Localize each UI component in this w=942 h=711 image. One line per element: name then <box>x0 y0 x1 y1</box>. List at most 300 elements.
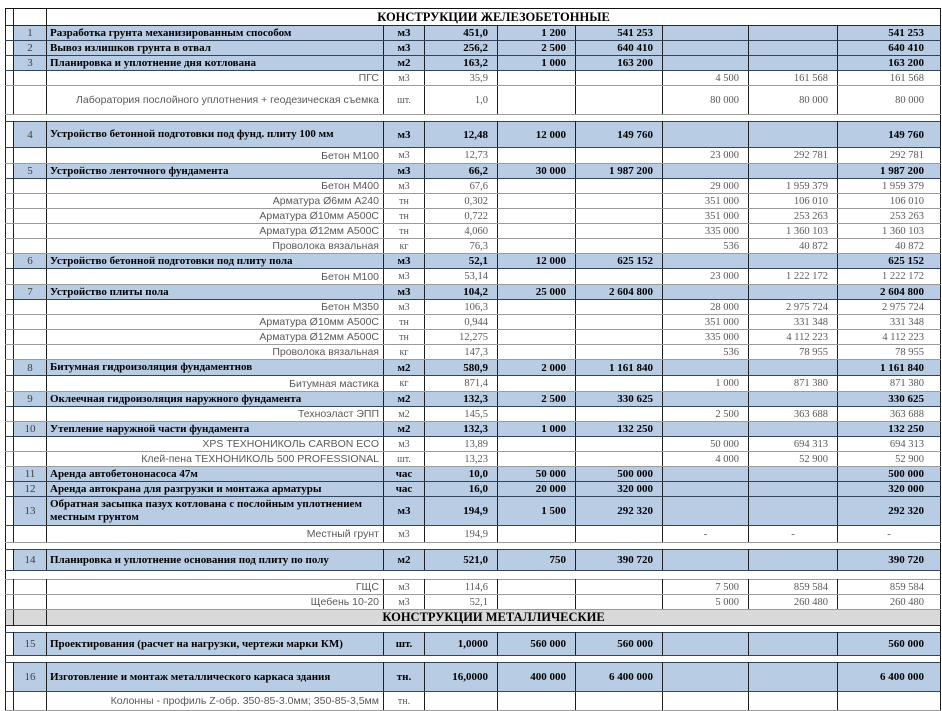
unit-price-cell: 400 000 <box>498 663 576 692</box>
description-cell: Проектирования (расчет на нагрузки, чертежи марки КМ) <box>47 633 384 656</box>
quantity-cell: 132,3 <box>425 422 498 437</box>
material-sum-cell <box>749 692 838 711</box>
unit-cell: шт. <box>384 633 425 656</box>
table-row <box>6 360 941 376</box>
unit-cell: м3 <box>384 122 425 148</box>
quantity-cell: 451,0 <box>425 26 498 41</box>
material-price-cell: 80 000 <box>663 86 749 115</box>
unit-cell: м3 <box>384 41 425 56</box>
row-number-cell <box>14 224 47 239</box>
table-row <box>6 26 941 41</box>
spacer-cell <box>6 9 14 26</box>
quantity-cell: 53,14 <box>425 269 498 285</box>
material-sum-cell <box>749 482 838 497</box>
table-row <box>6 209 941 224</box>
unit-cell: м2 <box>384 392 425 407</box>
table-row <box>6 692 941 711</box>
section-header-row <box>6 610 941 626</box>
table-row <box>6 497 941 526</box>
total-cell: 640 410 <box>838 41 941 56</box>
material-sum-cell <box>749 254 838 269</box>
total-cell: 161 568 <box>838 71 941 86</box>
unit-cell: тн <box>384 315 425 330</box>
unit-cell: тн <box>384 330 425 345</box>
row-number-cell <box>14 179 47 194</box>
total-cell: 363 688 <box>838 407 941 422</box>
unit-price-cell: 1 200 <box>498 26 576 41</box>
unit-price-cell <box>498 269 576 285</box>
table-row <box>6 452 941 467</box>
unit-price-cell: 12 000 <box>498 122 576 148</box>
material-sum-cell <box>749 360 838 376</box>
material-sum-cell <box>749 26 838 41</box>
spacer-cell <box>6 663 14 692</box>
sum-cell <box>576 407 663 422</box>
sum-cell: 1 161 840 <box>576 360 663 376</box>
total-cell: 320 000 <box>838 482 941 497</box>
material-sum-cell <box>749 633 838 656</box>
row-number-cell: 11 <box>14 467 47 482</box>
sum-cell: 1 987 200 <box>576 164 663 179</box>
total-cell: 1 161 840 <box>838 360 941 376</box>
description-cell: Арматура Ø10мм А500С <box>47 209 384 224</box>
unit-price-cell: 2 500 <box>498 392 576 407</box>
unit-price-cell: 2 500 <box>498 41 576 56</box>
unit-price-cell <box>498 148 576 164</box>
sum-cell <box>576 330 663 345</box>
row-number-cell <box>14 345 47 360</box>
sum-cell: 330 625 <box>576 392 663 407</box>
material-price-cell: 536 <box>663 345 749 360</box>
sum-cell: 149 760 <box>576 122 663 148</box>
row-number-cell <box>14 330 47 345</box>
quantity-cell: 871,4 <box>425 376 498 392</box>
quantity-cell: 256,2 <box>425 41 498 56</box>
description-cell: Бетон М400 <box>47 179 384 194</box>
spacer-cell <box>6 656 941 663</box>
unit-price-cell <box>498 692 576 711</box>
quantity-cell: 66,2 <box>425 164 498 179</box>
total-cell: 331 348 <box>838 315 941 330</box>
spacer-cell <box>6 239 14 254</box>
unit-price-cell <box>498 345 576 360</box>
total-cell: 78 955 <box>838 345 941 360</box>
description-cell: Щебень 10-20 <box>47 595 384 610</box>
spacer-cell <box>6 482 14 497</box>
unit-price-cell <box>498 239 576 254</box>
spacer-cell <box>6 526 14 543</box>
row-number-cell <box>14 452 47 467</box>
sum-cell: 132 250 <box>576 422 663 437</box>
unit-price-cell <box>498 300 576 315</box>
sum-cell <box>576 452 663 467</box>
row-number-cell: 12 <box>14 482 47 497</box>
sum-cell <box>576 209 663 224</box>
unit-price-cell: 2 000 <box>498 360 576 376</box>
description-cell: Планировка и уплотнение основания под плиту по полу <box>47 550 384 571</box>
quantity-cell: 67,6 <box>425 179 498 194</box>
table-row <box>6 437 941 452</box>
description-cell: Оклеечная гидроизоляция наружного фундамента <box>47 392 384 407</box>
material-sum-cell <box>749 41 838 56</box>
unit-cell: м3 <box>384 437 425 452</box>
spacer-cell <box>6 300 14 315</box>
sum-cell <box>576 315 663 330</box>
spacer-cell <box>6 422 14 437</box>
table-row <box>6 345 941 360</box>
quantity-cell: 114,6 <box>425 580 498 595</box>
total-cell: 6 400 000 <box>838 663 941 692</box>
row-number-cell: 9 <box>14 392 47 407</box>
row-number-cell <box>14 580 47 595</box>
sum-cell: 560 000 <box>576 633 663 656</box>
material-price-cell <box>663 633 749 656</box>
row-number-cell <box>14 595 47 610</box>
row-number-cell <box>14 86 47 115</box>
sum-cell <box>576 148 663 164</box>
spacer-cell <box>6 345 14 360</box>
spacer-cell <box>6 224 14 239</box>
sum-cell: 390 720 <box>576 550 663 571</box>
spacer-cell <box>6 56 14 71</box>
unit-cell: шт. <box>384 86 425 115</box>
quantity-cell: 1,0000 <box>425 633 498 656</box>
spacer-cell <box>6 115 941 122</box>
total-cell: 163 200 <box>838 56 941 71</box>
table-row <box>6 595 941 610</box>
sum-cell: 163 200 <box>576 56 663 71</box>
row-number-cell: 16 <box>14 663 47 692</box>
material-price-cell: 29 000 <box>663 179 749 194</box>
unit-cell: м3 <box>384 497 425 526</box>
row-number-cell <box>14 315 47 330</box>
quantity-cell: 0,302 <box>425 194 498 209</box>
spacer-cell <box>6 122 14 148</box>
quantity-cell: 521,0 <box>425 550 498 571</box>
unit-cell: м3 <box>384 71 425 86</box>
quantity-cell: 132,3 <box>425 392 498 407</box>
material-price-cell: 4 500 <box>663 71 749 86</box>
total-cell: 390 720 <box>838 550 941 571</box>
spacer-cell <box>6 26 14 41</box>
quantity-cell: 12,48 <box>425 122 498 148</box>
unit-price-cell <box>498 179 576 194</box>
quantity-cell: 580,9 <box>425 360 498 376</box>
quantity-cell: 16,0000 <box>425 663 498 692</box>
quantity-cell: 13,89 <box>425 437 498 452</box>
material-sum-cell: 52 900 <box>749 452 838 467</box>
material-price-cell <box>663 26 749 41</box>
quantity-cell: 52,1 <box>425 254 498 269</box>
spacer-cell <box>6 610 14 626</box>
description-cell: Арматура Ø6мм А240 <box>47 194 384 209</box>
row-number-cell: 6 <box>14 254 47 269</box>
spacer-cell <box>6 467 14 482</box>
material-sum-cell: 2 975 724 <box>749 300 838 315</box>
sum-cell <box>576 194 663 209</box>
material-sum-cell <box>749 497 838 526</box>
sum-cell <box>576 595 663 610</box>
material-sum-cell: 161 568 <box>749 71 838 86</box>
sum-cell <box>576 526 663 543</box>
sum-cell: 625 152 <box>576 254 663 269</box>
row-number-cell: 15 <box>14 633 47 656</box>
unit-cell: м3 <box>384 26 425 41</box>
material-sum-cell: 331 348 <box>749 315 838 330</box>
row-number-cell <box>14 148 47 164</box>
total-cell: 694 313 <box>838 437 941 452</box>
material-sum-cell <box>749 550 838 571</box>
material-price-cell <box>663 422 749 437</box>
description-cell: Арматура Ø12мм А500С <box>47 224 384 239</box>
table-row <box>6 239 941 254</box>
unit-price-cell: 12 000 <box>498 254 576 269</box>
description-cell: Бетон М350 <box>47 300 384 315</box>
total-cell: 871 380 <box>838 376 941 392</box>
spacer-cell <box>6 376 14 392</box>
sum-cell: 500 000 <box>576 467 663 482</box>
material-sum-cell <box>749 122 838 148</box>
table-row <box>6 300 941 315</box>
sum-cell <box>576 179 663 194</box>
total-cell: - <box>838 526 941 543</box>
material-sum-cell: 1 360 103 <box>749 224 838 239</box>
material-price-cell: 335 000 <box>663 330 749 345</box>
material-price-cell: 351 000 <box>663 315 749 330</box>
sum-cell <box>576 239 663 254</box>
description-cell: Планировка и уплотнение дня котлована <box>47 56 384 71</box>
section-title: КОНСТРУКЦИИ МЕТАЛЛИЧЕСКИЕ <box>47 610 941 626</box>
table-row <box>6 56 941 71</box>
unit-cell: м3 <box>384 300 425 315</box>
material-price-cell: 23 000 <box>663 269 749 285</box>
quantity-cell: 0,722 <box>425 209 498 224</box>
material-price-cell: - <box>663 526 749 543</box>
material-price-cell <box>663 360 749 376</box>
material-sum-cell: 292 781 <box>749 148 838 164</box>
description-cell: Проволока вязальная <box>47 239 384 254</box>
unit-cell: м3 <box>384 595 425 610</box>
unit-price-cell <box>498 86 576 115</box>
material-sum-cell: 4 112 223 <box>749 330 838 345</box>
sum-cell: 6 400 000 <box>576 663 663 692</box>
material-price-cell: 536 <box>663 239 749 254</box>
unit-price-cell <box>498 209 576 224</box>
table-row <box>6 550 941 571</box>
unit-price-cell <box>498 376 576 392</box>
unit-cell: м3 <box>384 580 425 595</box>
unit-cell: м3 <box>384 254 425 269</box>
spacer-cell <box>6 285 14 300</box>
total-cell: 4 112 223 <box>838 330 941 345</box>
material-price-cell: 351 000 <box>663 194 749 209</box>
spacer-cell <box>6 595 14 610</box>
spacer-cell <box>6 71 14 86</box>
unit-cell: м3 <box>384 148 425 164</box>
unit-cell: тн <box>384 224 425 239</box>
spacer-cell <box>6 392 14 407</box>
sum-cell <box>576 269 663 285</box>
total-cell: 1 222 172 <box>838 269 941 285</box>
row-number-cell <box>14 610 47 626</box>
quantity-cell <box>425 692 498 711</box>
spacer-row <box>6 626 941 633</box>
unit-cell: м2 <box>384 360 425 376</box>
material-sum-cell: 78 955 <box>749 345 838 360</box>
spacer-cell <box>6 86 14 115</box>
total-cell: 330 625 <box>838 392 941 407</box>
material-price-cell <box>663 41 749 56</box>
material-price-cell: 335 000 <box>663 224 749 239</box>
quantity-cell: 12,73 <box>425 148 498 164</box>
table-row <box>6 392 941 407</box>
row-number-cell: 4 <box>14 122 47 148</box>
row-number-cell <box>14 209 47 224</box>
unit-price-cell: 20 000 <box>498 482 576 497</box>
spacer-cell <box>6 626 941 633</box>
table-row <box>6 254 941 269</box>
spacer-cell <box>6 543 941 550</box>
sum-cell <box>576 692 663 711</box>
quantity-cell: 10,0 <box>425 467 498 482</box>
unit-price-cell: 30 000 <box>498 164 576 179</box>
unit-cell: кг <box>384 239 425 254</box>
description-cell: ПГС <box>47 71 384 86</box>
unit-cell: тн <box>384 194 425 209</box>
unit-cell: м3 <box>384 285 425 300</box>
spacer-cell <box>6 164 14 179</box>
description-cell: Обратная засыпка пазух котлована с послойным уплотнением местным грунтом <box>47 497 384 526</box>
table-row <box>6 122 941 148</box>
total-cell: 1 959 379 <box>838 179 941 194</box>
material-price-cell: 1 000 <box>663 376 749 392</box>
unit-cell: кг <box>384 376 425 392</box>
material-sum-cell <box>749 663 838 692</box>
sum-cell <box>576 580 663 595</box>
description-cell: Битумная гидроизоляция фундаментнов <box>47 360 384 376</box>
quantity-cell: 16,0 <box>425 482 498 497</box>
row-number-cell <box>14 269 47 285</box>
table-row <box>6 580 941 595</box>
unit-price-cell: 50 000 <box>498 467 576 482</box>
spacer-cell <box>6 315 14 330</box>
unit-price-cell <box>498 330 576 345</box>
total-cell: 149 760 <box>838 122 941 148</box>
sum-cell <box>576 71 663 86</box>
spacer-cell <box>6 437 14 452</box>
row-number-cell: 10 <box>14 422 47 437</box>
total-cell: 260 480 <box>838 595 941 610</box>
unit-cell: м2 <box>384 422 425 437</box>
table-row <box>6 407 941 422</box>
material-sum-cell: 859 584 <box>749 580 838 595</box>
total-cell: 40 872 <box>838 239 941 254</box>
material-price-cell <box>663 692 749 711</box>
material-price-cell <box>663 392 749 407</box>
spacer-cell <box>6 580 14 595</box>
row-number-cell <box>14 407 47 422</box>
sum-cell <box>576 437 663 452</box>
sum-cell: 292 320 <box>576 497 663 526</box>
material-price-cell: 28 000 <box>663 300 749 315</box>
material-price-cell <box>663 663 749 692</box>
description-cell: Колонны - профиль Z-обр. 350-85-3.0мм; 350-85-3,5мм <box>47 692 384 711</box>
material-sum-cell: 106 010 <box>749 194 838 209</box>
description-cell: Клей-пена ТЕХНОНИКОЛЬ 500 PROFESSIONAL <box>47 452 384 467</box>
unit-price-cell: 750 <box>498 550 576 571</box>
quantity-cell: 13,23 <box>425 452 498 467</box>
quantity-cell: 163,2 <box>425 56 498 71</box>
description-cell: Аренда автобетононасоса 47м <box>47 467 384 482</box>
material-sum-cell: 80 000 <box>749 86 838 115</box>
unit-cell: м2 <box>384 56 425 71</box>
unit-price-cell <box>498 315 576 330</box>
description-cell: Местный грунт <box>47 526 384 543</box>
description-cell: XPS ТЕХНОНИКОЛЬ CARBON ECO <box>47 437 384 452</box>
total-cell: 2 975 724 <box>838 300 941 315</box>
material-price-cell <box>663 285 749 300</box>
spacer-cell <box>6 254 14 269</box>
total-cell: 560 000 <box>838 633 941 656</box>
unit-cell: м3 <box>384 526 425 543</box>
material-price-cell <box>663 467 749 482</box>
total-cell: 80 000 <box>838 86 941 115</box>
unit-cell: м3 <box>384 164 425 179</box>
sum-cell <box>576 300 663 315</box>
quantity-cell: 76,3 <box>425 239 498 254</box>
table-row <box>6 285 941 300</box>
material-sum-cell: 260 480 <box>749 595 838 610</box>
spacer-cell <box>6 41 14 56</box>
row-number-cell: 5 <box>14 164 47 179</box>
row-number-cell: 2 <box>14 41 47 56</box>
unit-price-cell: 560 000 <box>498 633 576 656</box>
description-cell: Проволока вязальная <box>47 345 384 360</box>
material-sum-cell: - <box>749 526 838 543</box>
table-row <box>6 526 941 543</box>
row-number-cell <box>14 376 47 392</box>
material-price-cell <box>663 497 749 526</box>
unit-price-cell <box>498 595 576 610</box>
description-cell: Вывоз излишков грунта в отвал <box>47 41 384 56</box>
spacer-row <box>6 656 941 663</box>
table-row <box>6 330 941 345</box>
material-price-cell: 23 000 <box>663 148 749 164</box>
sum-cell <box>576 376 663 392</box>
material-price-cell <box>663 482 749 497</box>
description-cell: Арматура Ø10мм А500С <box>47 315 384 330</box>
material-sum-cell <box>749 164 838 179</box>
sum-cell <box>576 224 663 239</box>
spacer-cell <box>6 269 14 285</box>
description-cell: Утепление наружной части фундамента <box>47 422 384 437</box>
sum-cell: 541 253 <box>576 26 663 41</box>
quantity-cell: 52,1 <box>425 595 498 610</box>
material-sum-cell <box>749 56 838 71</box>
unit-price-cell <box>498 526 576 543</box>
description-cell: Разработка грунта механизированным способом <box>47 26 384 41</box>
material-price-cell <box>663 254 749 269</box>
material-sum-cell: 253 263 <box>749 209 838 224</box>
material-price-cell <box>663 164 749 179</box>
table-row <box>6 224 941 239</box>
spacer-cell <box>6 209 14 224</box>
table-row <box>6 422 941 437</box>
description-cell: Аренда автокрана для разгрузки и монтажа арматуры <box>47 482 384 497</box>
table-row <box>6 269 941 285</box>
row-number-cell <box>14 692 47 711</box>
material-sum-cell: 871 380 <box>749 376 838 392</box>
